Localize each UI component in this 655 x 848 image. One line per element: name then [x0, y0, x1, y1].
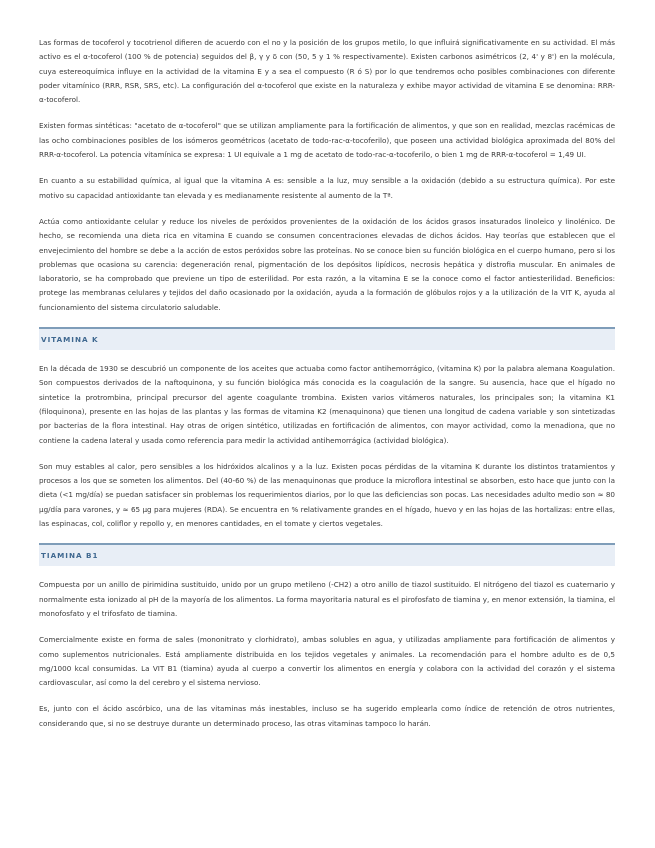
paragraph-antioxidant: Actúa como antioxidante celular y reduce los niveles de peróxidos provenientes de la oxidación de los ácidos grasos insaturados linoleico y linolénico. De hecho, se recomienda una dieta rica en vitamina E cuando se consumen concentraciones elevadas de dichos ácidos. Hay teorías que establecen que el envejecimiento del hombre se debe a la acción de estos peróxidos sobre las proteínas. No se conoce bien su función biológica en el cuerpo humano, pero si los problemas que ocasiona su carencia: degeneración renal, pigmentación de los depósitos lipídicos, necrosis hepática y distrofia muscular. En animales de laboratorio, se ha comprobado que previene un tipo de esterilidad. Por esta razón, a la vitamina E se la conoce como el factor antiesterilidad. Beneficios: protege las membranas celulares y tejidos del daño ocasionado por la oxidación, ayuda a la formación de glóbulos rojos y a la utilización de la VIT K, ayuda al funcionamiento del sistema circulatorio saludable.: [39, 216, 615, 312]
paragraph-vitamina-k-stability: Son muy estables al calor, pero sensibles a los hidróxidos alcalinos y a la luz. Existen pocas pérdidas de la vitamina K durante los distintos tratamientos y procesos a los que se someten los alimentos. Del (40-60 %) de las menaquinonas que produce la microflora intestinal se absorben, esto hace que junto con la dieta (<1 mg/día) se puedan satisfacer sin problemas los requerimientos diarios, por lo que las deficiencias son pocas. Las necesidades adulto medio son ≈ 80 μg/día para varones, y ≈ 65 μg para mujeres (RDA). Se encuentra en % relativamente grandes en el hígado, huevo y en las hojas de las hortalizas: entre ellas, las espinacas, col, coliflor y repollo y, en menores cantidades, en el tomate y ciertos vegetales.: [39, 461, 615, 529]
paragraph-vitamina-k-history: En la década de 1930 se descubrió un componente de los aceites que actuaba como factor antihemorrágico, (vitamina K) por la palabra alemana Koagulation. Son compuestos derivados de la naftoquinona, y su función biológica más conocida es la coagulación de la sangre. Su ausencia, hace que el hígado no sintetice la protrombina, principal precursor del agente coagulante trombina. Existen varios vitámeros naturales, los principales son; la vitamina K1 (filoquinona), presente en las hojas de las plantas y las formas de vitamina K2 (menaquinona) que tienen una longitud de cadena variable y son sintetizadas por bacterias de la flora intestinal. Hay otras de origen sintético, utilizadas en fortificación de alimentos, con mayor actividad, como la menadiona, que no contiene la cadena lateral y usada como referencia para medir la actividad antihemorrágica (actividad biológica).: [39, 364, 615, 445]
paragraph-tocoferol-forms: Las formas de tocoferol y tocotrienol difieren de acuerdo con el no y la posición de los grupos metilo, lo que influirá significativamente en su actividad. El más activo es el α-tocoferol (100 % de potencia) seguidos del β, γ y δ con (50, 5 y 1 % respectivamente). Existen carbonos asimétricos (2, 4' y 8') en la molécula, cuya estereoquímica influye en la actividad de la vitamina E y a sea el compuesto (R ó S) por lo que tendremos ocho posibles combinaciones con diferente poder vitamínico (RRR, RSR, SRS, etc). La configuración del α-tocoferol que existe en la naturaleza y exhibe mayor actividad de vitamina E se denomina: RRR-α-tocoferol.: [39, 38, 615, 105]
section-heading-vitamina-k: VITAMINA K: [39, 327, 615, 350]
section-heading-tiamina-b1: TIAMINA B1: [39, 543, 615, 566]
paragraph-synthetic-forms: Existen formas sintéticas: "acetato de α-tocoferol" que se utilizan ampliamente para la fortificación de alimentos, y que son en realidad, mezclas racémicas de las ocho combinaciones posibles de los isómeros geométricos (acetato de todo-rac-α-tocoferilo), que poseen una actividad biológica aproximada del 80% del RRR-α-tocoferol. La potencia vitamínica se expresa: 1 UI equivale a 1 mg de acetato de todo-rac-α-tocoferilo, o bien 1 mg de RRR-α-tocoferol = 1,49 UI.: [39, 121, 615, 160]
paragraph-tiamina-structure: Compuesta por un anillo de pirimidina sustituido, unido por un grupo metileno (-CH2) a otro anillo de tiazol sustituido. El nitrógeno del tiazol es cuaternario y normalmente esta ionizado al pH de la mayoría de los alimentos. La forma mayoritaria natural es el pirofosfato de tiamina y, en menor extensión, la tiamina, el monofosfato y el trifosfato de tiamina.: [39, 580, 615, 618]
document-page: [39, 36, 615, 743]
paragraph-tiamina-instability: Es, junto con el ácido ascórbico, una de las vitaminas más inestables, incluso se ha sugerido emplearla como índice de retención de otros nutrientes, considerando que, si no se destruye durante un determinado proceso, las otras vitaminas tampoco lo harán.: [39, 704, 615, 728]
paragraph-stability: En cuanto a su estabilidad química, al igual que la vitamina A es: sensible a la luz, muy sensible a la oxidación (debido a su estructura química). Por este motivo su capacidad antioxidante tan elevada y es medianamente resistente al aumento de la Tª.: [39, 176, 615, 200]
paragraph-tiamina-commercial: Comercialmente existe en forma de sales (mononitrato y clorhidrato), ambas solubles en agua, y utilizadas ampliamente para fortificación de alimentos y como suplementos nutricionales. Está ampliamente distribuida en los tejidos vegetales y animales. La recomendación para el hombre adulto es de 0,5 mg/1000 kcal consumidas. La VIT B1 (tiamina) ayuda al cuerpo a convertir los alimentos en energía y colabora con la actividad del corazón y el sistema cardiovascular, así como la del cerebro y el sistema nervioso.: [39, 635, 615, 688]
